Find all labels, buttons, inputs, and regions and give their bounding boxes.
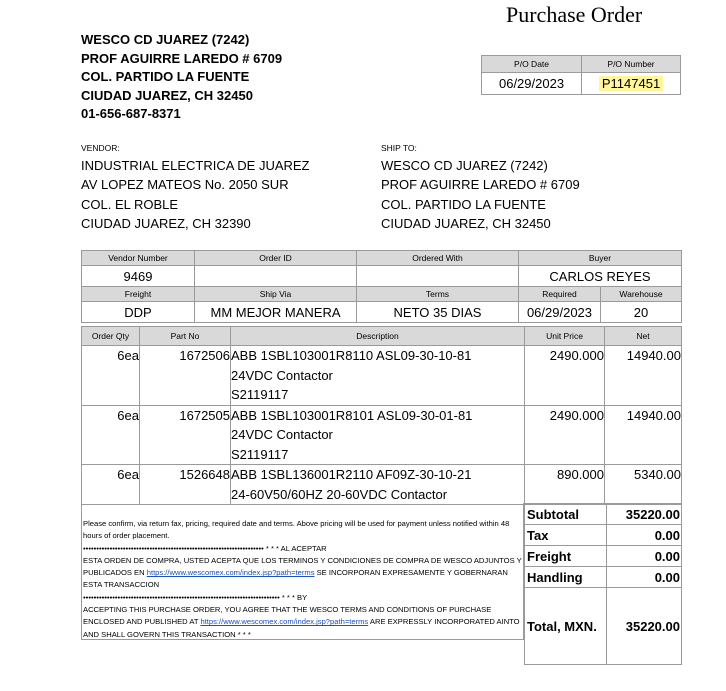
freight-total-label: Freight: [525, 546, 607, 567]
company-phone: 01-656-687-8371: [81, 106, 181, 121]
desc-line: ABB 1SBL103001R8110 ASL09-30-10-81: [231, 348, 472, 363]
order-info-table: [81, 250, 682, 323]
handling: 0.00: [607, 567, 682, 588]
desc-line: 24VDC Contactor: [231, 427, 333, 442]
english-terms-text: ACCEPTING THIS PURCHASE ORDER, YOU AGREE THAT THE WESCO TERMS AND CONDITIONS OF PURCHASE ENCLOSED AND PUBLISHED AT: [83, 605, 492, 627]
item-net: 5340.00: [605, 465, 682, 505]
spanish-terms: [83, 555, 523, 592]
desc-line: S2119117: [231, 387, 289, 402]
item-qty: 6ea: [82, 405, 140, 465]
english-terms: [83, 604, 523, 641]
terms-link[interactable]: https://www.wescomex.com/index.jsp?path=terms: [200, 617, 369, 627]
ordered-with: [357, 266, 519, 287]
warehouse: 20: [601, 302, 682, 323]
company-name: WESCO CD JUAREZ (7242): [81, 32, 250, 47]
page-title: Purchase Order: [506, 2, 643, 27]
po-date: 06/29/2023: [482, 73, 582, 95]
total: 35220.00: [607, 588, 682, 665]
item-part: 1672506: [140, 346, 231, 406]
handling-label: Handling: [525, 567, 607, 588]
vendor-street: AV LOPEZ MATEOS No. 2050 SUR: [81, 177, 289, 193]
subtotal-label: Subtotal: [525, 504, 607, 525]
po-number-label: P/O Number: [582, 56, 681, 73]
ship-via: MM MEJOR MANERA: [195, 302, 357, 323]
desc-header: Description: [231, 327, 525, 346]
desc-line: 24-60V50/60HZ 20-60VDC Contactor: [231, 486, 448, 502]
total-label: Total, MXN.: [525, 588, 607, 665]
ordered-with-label: Ordered With: [357, 251, 519, 266]
vendor-city: CIUDAD JUAREZ, CH 32390: [81, 215, 251, 231]
spanish-terms-text-end: SE INCORPORAN EXPRESAMENTE Y GOBERNARAN ESTA TRANSACCION: [83, 568, 508, 590]
payment-note: Please confirm, via return fax, pricing, required date and terms. Above pricing will be used for payment unless notified within 48 hours of order placement.: [83, 519, 510, 541]
warehouse-label: Warehouse: [601, 287, 682, 302]
company-city: CIUDAD JUAREZ, CH 32450: [81, 87, 253, 103]
item-description: [231, 405, 525, 465]
terms-and-conditions: [83, 518, 523, 641]
desc-line: 24VDC Contactor: [231, 367, 333, 383]
po-number: P1147451: [599, 76, 663, 91]
item-description: [231, 465, 525, 505]
freight-label: Freight: [82, 287, 195, 302]
table-row: [82, 346, 682, 406]
spanish-divider: •••••••••••••••••••••••••••••••••••••••••••••••••••••••••••••••••••• * * * AL ACEPTAR: [83, 543, 327, 553]
item-net: 14940.00: [605, 346, 682, 406]
table-row: [82, 465, 682, 505]
item-qty: 6ea: [82, 465, 140, 505]
terms-link[interactable]: https://www.wescomex.com/index.jsp?path=terms: [146, 568, 315, 578]
totals-table: [524, 503, 682, 665]
english-terms-text-end: ARE EXPRESSLY INCORPORATED AINTO AND SHALL GOVERN THIS TRANSACTION * * *: [83, 617, 520, 639]
ship-via-label: Ship Via: [195, 287, 357, 302]
vendor-label: VENDOR:: [81, 143, 120, 153]
po-date-label: P/O Date: [482, 56, 582, 73]
english-divider: •••••••••••••••••••••••••••••••••••••••••••••••••••••••••••••••••••••••••• * * * BY: [83, 592, 308, 602]
price-header: Unit Price: [525, 327, 605, 346]
item-part: 1672505: [140, 405, 231, 465]
vendor-address: [81, 156, 310, 233]
qty-header: Order Qty: [82, 327, 140, 346]
item-part: 1526648: [140, 465, 231, 505]
po-info-box: [481, 55, 681, 95]
vendor-number-label: Vendor Number: [82, 251, 195, 266]
net-header: Net: [605, 327, 682, 346]
tax: 0.00: [607, 525, 682, 546]
freight: DDP: [82, 302, 195, 323]
order-id-label: Order ID: [195, 251, 357, 266]
ship-to-label: SHIP TO:: [381, 143, 417, 153]
item-price: 2490.000: [525, 405, 605, 465]
item-net: 14940.00: [605, 405, 682, 465]
item-qty: 6ea: [82, 346, 140, 406]
desc-line: S2119117: [231, 446, 289, 462]
buyer-label: Buyer: [519, 251, 682, 266]
ship-to-address: [381, 156, 580, 233]
item-price: 890.000: [525, 465, 605, 505]
company-address: [81, 31, 282, 124]
item-description: [231, 346, 525, 406]
terms: NETO 35 DIAS: [357, 302, 519, 323]
desc-line: ABB 1SBL103001R8101 ASL09-30-01-81: [231, 407, 473, 423]
required-label: Required: [519, 287, 601, 302]
ship-to-colony: COL. PARTIDO LA FUENTE: [381, 196, 546, 212]
table-row: [82, 405, 682, 465]
company-colony: COL. PARTIDO LA FUENTE: [81, 69, 250, 84]
ship-to-name: WESCO CD JUAREZ (7242): [381, 158, 548, 173]
terms-label: Terms: [357, 287, 519, 302]
spanish-terms-text: ESTA ORDEN DE COMPRA, USTED ACEPTA QUE LOS TERMINOS Y CONDICIONES DE COMPRA DE WESCO ADJUNTOS Y PUBLICADOS EN: [83, 555, 522, 578]
ship-to-street: PROF AGUIRRE LAREDO # 6709: [381, 177, 580, 193]
subtotal: 35220.00: [607, 504, 682, 525]
vendor-colony: COL. EL ROBLE: [81, 196, 179, 212]
ship-to-city: CIUDAD JUAREZ, CH 32450: [381, 215, 551, 231]
company-street: PROF AGUIRRE LAREDO # 6709: [81, 50, 283, 66]
buyer: CARLOS REYES: [519, 266, 682, 287]
tax-label: Tax: [525, 525, 607, 546]
freight-total: 0.00: [607, 546, 682, 567]
order-id: [195, 266, 357, 287]
item-price: 2490.000: [525, 346, 605, 406]
required-date: 06/29/2023: [519, 302, 601, 323]
po-number-cell: [582, 73, 681, 95]
line-items-table: [81, 326, 682, 505]
desc-line: ABB 1SBL136001R2110 AF09Z-30-10-21: [231, 467, 472, 482]
vendor-number: 9469: [82, 266, 195, 287]
part-header: Part No: [140, 327, 231, 346]
vendor-name: INDUSTRIAL ELECTRICA DE JUAREZ: [81, 158, 310, 173]
